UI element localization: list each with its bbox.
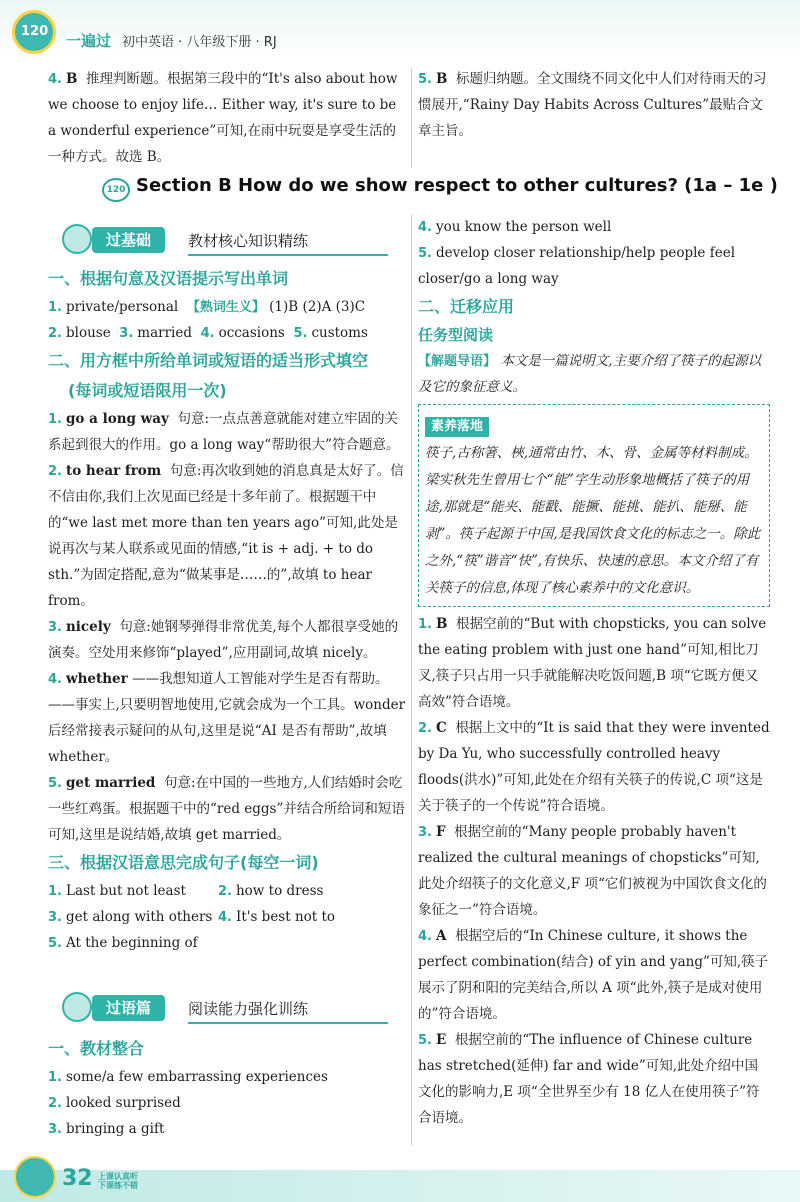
list-item: 4. A 根据空后的“In Chinese culture, it shows the perfect combination(结合) of yin and yang”可知,筷子展示了阴和阳的完美结合,所以 A 项“此外,筷子是成对使用的”符合语境。: [418, 928, 769, 1022]
basics-banner: [62, 224, 402, 256]
part3-row: 1. Last but not least 2. how to dress: [48, 883, 324, 899]
reading-part1: [48, 1034, 408, 1142]
literacy-tag: 素养落地: [425, 417, 489, 437]
list-item: 1. B 根据空前的“But with chopsticks, you can solve the eating problem with just one hand”可知,相比刀叉,筷子只占用一只手就能解决吃饭问题,B 项“它既方便又高效”符合语境。: [418, 616, 767, 710]
hint-label: 【熟词生义】: [186, 300, 265, 315]
list-item: 4. whether ——我想知道人工智能对学生是否有帮助。——事实上,只要明智地使用,它就会成为一个工具。wonder 后经常接表示疑问的从句,这里是说“AI 是否有帮助”,故填 whether。: [48, 671, 406, 765]
header-bar: [0, 0, 800, 60]
part3-row: 3. get along with others 4. It's best not to: [48, 909, 336, 925]
reading-part1-title: 一、教材整合: [48, 1039, 145, 1058]
list-item: 1. go a long way 句意:一点点善意就能对建立牢固的关系起到很大的作用。go a long way“帮助很大”符合题意。: [48, 411, 400, 453]
list-item: 5. E 根据空前的“The influence of Chinese culture has stretched(延伸) far and wide”可知,此处介绍中国文化的影响力,E 项“全世界至少有 18 亿人在使用筷子”符合语境。: [418, 1032, 760, 1126]
column-divider: [411, 215, 412, 1145]
list-item: 5. develop closer relationship/help people feel closer/go a long way: [418, 245, 736, 287]
section-title: Section B How do we show respect to other cultures? (1a – 1e ): [136, 175, 778, 196]
banner-underline: [188, 1022, 388, 1024]
mascot-icon: [62, 992, 92, 1022]
list-item: 3. bringing a gift: [48, 1121, 165, 1137]
list-item: 1. some/a few embarrassing experiences: [48, 1069, 328, 1085]
page-footer: [0, 1150, 800, 1202]
mascot-icon: [14, 1156, 56, 1198]
top-right-answer: 5. B 标题归纳题。全文围绕不同文化中人们对待雨天的习惯展开,“Rainy Day Habits Across Cultures”最贴合文章主旨。: [418, 71, 767, 139]
part1-line2: 2. blouse 3. married 4. occasions 5. customs: [48, 325, 368, 341]
list-item: 3. nicely 句意:她钢琴弹得非常优美,每个人都很享受她的演奏。空处用来修饰“played”,应用副词,故填 nicely。: [48, 619, 399, 661]
brand-name: 一遍过: [66, 32, 112, 50]
part2-subtitle: (每词或短语限用一次): [68, 381, 227, 400]
subject-label: 初中英语 · 八年级下册 · RJ: [122, 35, 277, 50]
literacy-box: 素养落地 筷子,古称箸、梜,通常由竹、木、骨、金属等材料制成。梁实秋先生曾用七个“能”字生动形象地概括了筷子的用途,那就是“能夹、能戳、能撅、能挑、能扒、能掰、能剥”。筷子起源于中国,是我国饮食文化的标志之一。除此之外,“筷”谐音“快”,有快乐、快速的意思。本文介绍了有关筷子的信息,体现了核心素养中的文化意识。: [418, 404, 770, 607]
list-item: 2. to hear from 句意:再次收到她的消息真是太好了。信不信由你,我们上次见面已经是十多年前了。根据题干中的“we last met more than ten years ago”可知,此处是说再次与某人联系或见面的情感,“it is + adj. + to do sth.”为固定搭配,意为“做某事是……的”,故填 to hear from。: [48, 463, 404, 609]
list-item: 2. looked surprised: [48, 1095, 181, 1111]
basics-tag: 过基础: [92, 227, 165, 253]
list-item: 2. C 根据上文中的“It is said that they were invented by Da Yu, who successfully controlled heavy floods(洪水)”可知,此处在介绍有关筷子的传说,C 项“这是关于筷子的一个传说”符合语境。: [418, 720, 770, 814]
part2-title: 二、用方框中所给单词或短语的适当形式填空: [48, 351, 369, 370]
section-icon: 120: [102, 178, 130, 202]
part3-title: 三、根据汉语意思完成句子(每空一词): [48, 853, 319, 872]
left-column: 一、根据句意及汉语提示写出单词 1. private/personal 【熟词生义】 (1)B (2)A (3)C 2. blouse 3. married 4. occasions 5. customs 二、用方框中所给单词或短语的适当形式填空 (每词或短语限用一次) 1. go a long way 句意:一点点善意就能对建立牢固的关系起到很大的作用。go a long way“帮助很大”符合题意。 2. to hear from 句意:再次收到她的消息真是太好了。信不信由你,我们上次见面已经是十多年前了。根据题干中的“we last met more than ten years ago”可知,此处是说再次与某人联系或见面的情感,“it is + adj. + to do sth.”为固定搭配,意为“做某事是……的”,故填 to hear from。 3. nicely 句意:她钢琴弹得非常优美,每个人都很享受她的演奏。空处用来修饰“played”,应用副词,故填 nicely。 4. whether ——我想知道人工智能对学生是否有帮助。——事实上,只要明智地使用,它就会成为一个工具。wonder 后经常接表示疑问的从句,这里是说“AI 是否有帮助”,故填 whether。 5. get married 句意:在中国的一些地方,人们结婚时会吃一些红鸡蛋。根据题干中的“red eggs”并结合所给词和短语可知,这里是说结婚,故填 get married。 三、根据汉语意思完成句子(每空一词) 1. Last but not least 2. how to dress 3. get along with others 4. It's best not to 5. At the beginning of: [48, 264, 408, 956]
column-divider: [411, 68, 412, 168]
basics-desc: 教材核心知识精练: [188, 232, 309, 250]
list-item: 3. F 根据空前的“Many people probably haven't realized the cultural meanings of chopsticks”可知,此处介绍筷子的文化意义,F 项“它们被视为中国饮食文化的象征之一”符合语境。: [418, 824, 767, 918]
banner-underline: [188, 254, 388, 256]
page-number: 32: [62, 1166, 93, 1191]
list-item: 4. you know the person well: [418, 219, 612, 235]
reading-part2-title: 二、迁移应用: [418, 297, 515, 316]
part1-title: 一、根据句意及汉语提示写出单词: [48, 269, 289, 288]
page-header: [0, 0, 800, 62]
mascot-icon: [62, 224, 92, 254]
top-left-answer: 4. B 推理判断题。根据第三段中的“It's also about how we choose to enjoy life… Either way, it's sure to be a wonderful experience”可知,在雨中玩耍是享受生活的一种方式。故选 B。: [48, 71, 398, 165]
guide-label: 【解题导语】: [418, 354, 497, 369]
right-column: 4. you know the person well 5. develop closer relationship/help people feel closer/go a long way 二、迁移应用 任务型阅读 【解题导语】 本文是一篇说明文,主要介绍了筷子的起源以及它的象征意义。 素养落地 筷子,古称箸、梜,通常由竹、木、骨、金属等材料制成。梁实秋先生曾用七个“能”字生动形象地概括了筷子的用途,那就是“能夹、能戳、能撅、能挑、能扒、能掰、能剥”。筷子起源于中国,是我国饮食文化的标志之一。除此之外,“筷”谐音“快”,有快乐、快速的意思。本文介绍了有关筷子的信息,体现了核心素养中的文化意识。 1. B 根据空前的“But with chopsticks, you can solve the eating problem with just one hand”可知,相比刀叉,筷子只占用一只手就能解决吃饭问题,B 项“它既方便又高效”符合语境。 2. C 根据上文中的“It is said that they were invented by Da Yu, who successfully controlled heavy floods(洪水)”可知,此处在介绍有关筷子的传说,C 项“这是关于筷子的一个传说”符合语境。 3. F 根据空前的“Many people probably haven't realized the cultural meanings of chopsticks”可知,此处介绍筷子的文化意义,F 项“它们被视为中国饮食文化的象征之一”符合语境。 4. A 根据空后的“In Chinese culture, it shows the perfect combination(结合) of yin and yang”可知,筷子展示了阴和阳的完美结合,所以 A 项“此外,筷子是成对使用的”符合语境。 5. E 根据空前的“The influence of Chinese culture has stretched(延伸) far and wide”可知,此处介绍中国文化的影响力,E 项“全世界至少有 18 亿人在使用筷子”符合语境。: [418, 214, 770, 1131]
task-title: 任务型阅读: [418, 326, 494, 344]
list-item: 5. get married 句意:在中国的一些地方,人们结婚时会吃一些红鸡蛋。根据题干中的“red eggs”并结合所给词和短语可知,这里是说结婚,故填 get married。: [48, 775, 405, 843]
reading-desc: 阅读能力强化训练: [188, 1000, 309, 1018]
brand-logo: 120: [12, 10, 56, 54]
reading-tag: 过语篇: [92, 995, 165, 1021]
footer-slogan: 上课认真听 下课练不错: [98, 1172, 138, 1190]
reading-banner: [62, 992, 402, 1024]
